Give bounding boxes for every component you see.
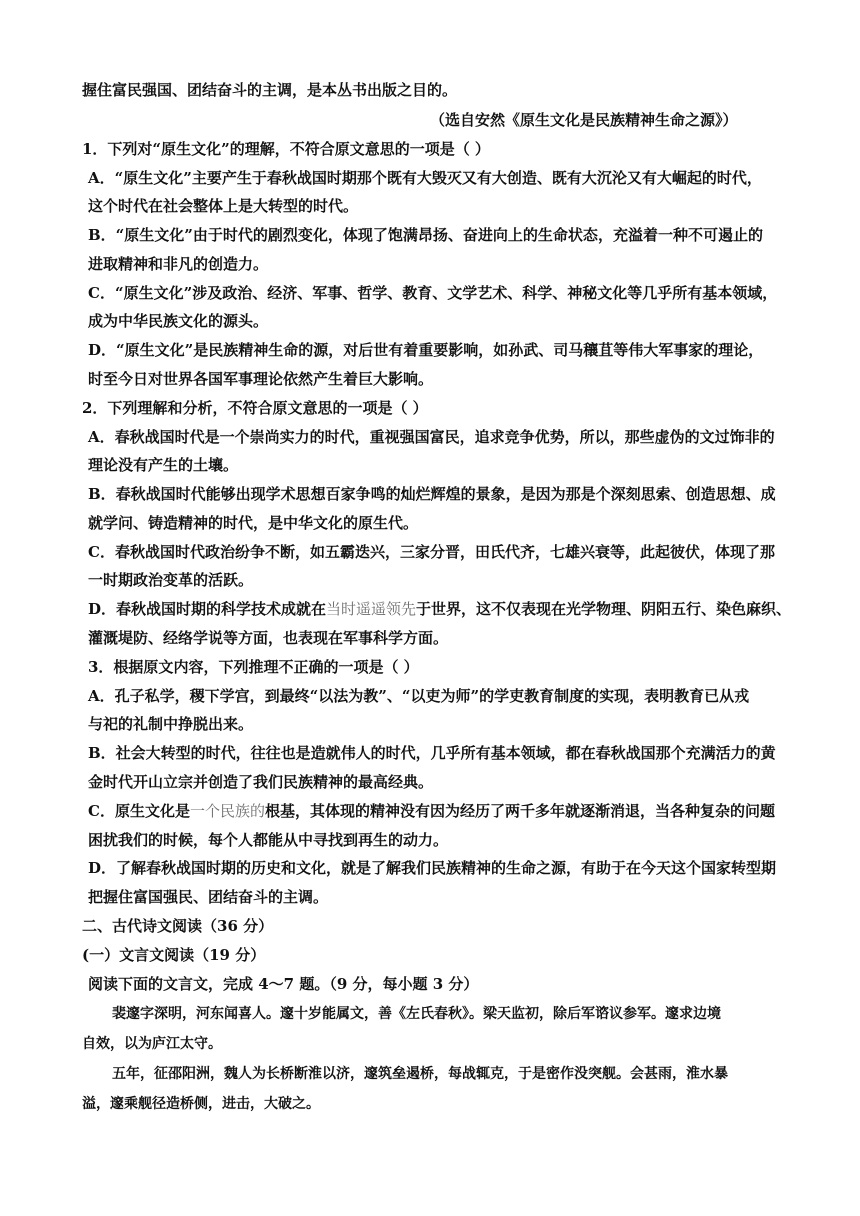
- q1-option-c-cont: 成为中华民族文化的源头。: [88, 312, 269, 330]
- q1-option-b: B．“原生文化”由于时代的剧烈变化，体现了饱满昂扬、奋进向上的生命状态，充溢着一种不可遏止的: [88, 226, 763, 244]
- q1-option-c: C．“原生文化”涉及政治、经济、军事、哲学、教育、文学艺术、科学、神秘文化等几乎所有基本领域，: [88, 284, 778, 302]
- q3-option-d-cont: 把握住富国强民、团结奋斗的主调。: [88, 888, 329, 906]
- q1-option-d-cont: 时至今日对世界各国军事理论依然产生着巨大影响。: [88, 370, 434, 388]
- q2-option-d: [88, 599, 791, 619]
- intro-line: 握住富民强国、团结奋斗的主调，是本丛书出版之目的。: [82, 81, 458, 99]
- section-2-title: 二、古代诗文阅读（36 分）: [82, 917, 274, 935]
- source-citation: （选自安然《原生文化是民族精神生命之源》）: [430, 111, 738, 129]
- q2-option-b: B．春秋战国时代能够出现学术思想百家争鸣的灿烂辉煌的景象，是因为那是个深刻思索、创造思想、成: [88, 485, 776, 503]
- q3-option-c-highlight: 一个民族的: [189, 802, 265, 820]
- q1-option-d: D．“原生文化”是民族精神生命的源，对后世有着重要影响，如孙武、司马穰苴等伟大军事家的理论，: [88, 341, 764, 359]
- q2-option-a-cont: 理论没有产生的土壤。: [88, 456, 239, 474]
- q3-option-c-text-end: 根基，其体现的精神没有因为经历了两千多年就逐渐消退，当各种复杂的问题: [264, 802, 775, 820]
- q3-option-a: A．孔子私学，稷下学宫，到最终“以法为教”、“以吏为师”的学吏教育制度的实现，表明教育已从戎: [88, 687, 750, 705]
- q2-option-c-cont: 一时期政治变革的活跃。: [88, 571, 254, 589]
- classical-text-p2: 五年，征邵阳洲，魏人为长桥断淮以济，邃筑垒遏桥，每战辄克，于是密作没突舰。会甚雨，淮水暴: [112, 1066, 728, 1082]
- classical-text-p2-cont: 溢，邃乘舰径造桥侧，进击，大破之。: [82, 1096, 320, 1112]
- q3-option-c-cont: 困扰我们的时候，每个人都能从中寻找到再生的动力。: [88, 831, 449, 849]
- q2-option-b-cont: 就学问、铸造精神的时代，是中华文化的原生代。: [88, 514, 419, 532]
- subsection-title: (一）文言文阅读（19 分）: [82, 946, 266, 964]
- reading-instructions: 阅读下面的文言文，完成 4～7 题。（9 分，每小题 3 分）: [88, 975, 479, 993]
- q3-option-d: D．了解春秋战国时期的历史和文化，就是了解我们民族精神的生命之源，有助于在今天这个国家转型期: [88, 859, 777, 877]
- q2-option-a: A．春秋战国时代是一个崇尚实力的时代，重视强国富民，追求竞争优势，所以，那些虚伪的文过饰非的: [88, 428, 775, 446]
- q3-option-a-cont: 与祀的礼制中挣脱出来。: [88, 715, 254, 733]
- q3-option-c: [88, 801, 775, 821]
- q2-option-d-cont: 灌溉堤防、经络学说等方面，也表现在军事科学方面。: [88, 629, 449, 647]
- q2-option-d-text: D．春秋战国时期的科学技术成就在: [88, 600, 327, 618]
- classical-text-p1: 裴邃字深明，河东闻喜人。邃十岁能属文，善《左氏春秋》。梁天监初，除后军谘议参军。邃求边境: [112, 1006, 721, 1022]
- q1-option-a-cont: 这个时代在社会整体上是大转型的时代。: [88, 197, 359, 215]
- q3-option-b-cont: 金时代开山立宗并创造了我们民族精神的最高经典。: [88, 773, 434, 791]
- q3-option-b: B．社会大转型的时代，往往也是造就伟人的时代，几乎所有基本领域，都在春秋战国那个充满活力的黄: [88, 744, 776, 762]
- q2-option-d-text-end: 于世界，这不仅表现在光学物理、阴阳五行、染色麻织、: [416, 600, 792, 618]
- q1-option-a: A．“原生文化”主要产生于春秋战国时期那个既有大毁灭又有大创造、既有大沉沦又有大崛起的时代，: [88, 169, 762, 187]
- question-3-stem: 3．根据原文内容，下列推理不正确的一项是（ ）: [88, 658, 419, 676]
- q1-option-b-cont: 进取精神和非凡的创造力。: [88, 255, 269, 273]
- q3-option-c-text: C．原生文化是: [88, 802, 190, 820]
- q2-option-c: C．春秋战国时代政治纷争不断，如五霸迭兴，三家分晋，田氏代齐，七雄兴衰等，此起彼伏，体现了那: [88, 543, 775, 561]
- classical-text-p1-cont: 自效，以为庐江太守。: [82, 1036, 222, 1052]
- question-2-stem: 2．下列理解和分析，不符合原文意思的一项是（ ）: [82, 399, 428, 417]
- question-1-stem: 1．下列对“原生文化”的理解，不符合原文意思的一项是（ ）: [82, 140, 490, 158]
- q2-option-d-highlight: 当时遥遥领先: [326, 600, 417, 618]
